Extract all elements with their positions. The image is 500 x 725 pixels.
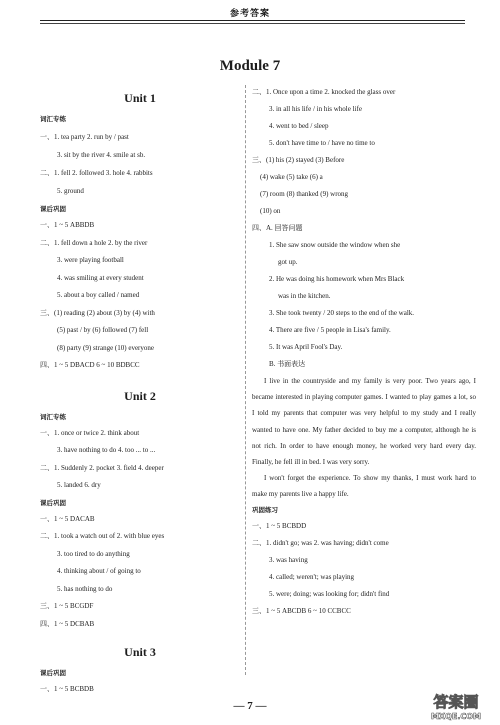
header-rule	[40, 20, 465, 21]
unit3-review-heading: 课后巩固	[40, 669, 66, 677]
consolidation-line: 5. were; doing; was looking for; didn't find	[269, 589, 390, 598]
unit1-review-line: 一、1 ~ 5 ABBDB	[40, 221, 95, 229]
unit1-review-line: 3. were playing football	[57, 256, 124, 264]
unit1-review-line: (8) party (9) strange (10) everyone	[57, 343, 154, 352]
unit2-vocab-line: 一、1. once or twice 2. think about	[40, 428, 140, 437]
consolidation-line: 三、1 ~ 5 ABCDB 6 ~ 10 CCBCC	[252, 606, 351, 615]
part4-heading: 四、A. 回答问题	[252, 224, 303, 232]
unit1-title: Unit 1	[124, 91, 156, 105]
left-column	[40, 58, 240, 698]
part4-line: 5. It was April Fool's Day.	[269, 343, 343, 351]
unit2-title: Unit 2	[124, 388, 156, 403]
unit1-vocab-heading: 词汇专练	[40, 115, 66, 123]
consolidation-line: 4. called; weren't; was playing	[269, 572, 355, 581]
unit2-review-line: 一、1 ~ 5 DACAB	[40, 514, 95, 523]
part2-line: 5. don't have time to / have no time to	[269, 139, 375, 147]
unit2-vocab-line: 二、1. Suddenly 2. pocket 3. field 4. deeper	[40, 463, 164, 472]
unit2-review-line: 三、1 ~ 5 BCGDF	[40, 602, 94, 610]
unit1-review-line: 5. about a boy called / named	[57, 291, 140, 299]
unit1-vocab-line: 一、1. tea party 2. run by / past	[40, 133, 129, 141]
unit2-vocab-line: 3. have nothing to do 4. too ... to ...	[57, 446, 156, 454]
unit1-vocab-line: 5. ground	[57, 187, 84, 195]
unit1-vocab-line: 二、1. fell 2. followed 3. hole 4. rabbits	[40, 169, 153, 177]
part4-line: 4. There are five / 5 people in Lisa's family.	[269, 326, 391, 334]
part4-line: 3. She took twenty / 20 steps to the end of the walk.	[269, 309, 415, 317]
part2-line: 二、1. Once upon a time 2. knocked the glass over	[252, 88, 396, 96]
header-rule-thin	[40, 23, 465, 24]
right-column	[252, 84, 476, 620]
part4-line: 2. He was doing his homework when Mrs Black	[269, 275, 405, 283]
part3-line: (4) wake (5) take (6) a	[260, 173, 323, 181]
writing-heading: B. 书面表达	[269, 360, 306, 368]
watermark-logo	[418, 690, 494, 722]
part2-line: 3. in all his life / in his whole life	[269, 105, 362, 113]
unit2-vocab-line: 5. landed 6. dry	[57, 481, 101, 489]
consolidation-line: 二、1. didn't go; was 2. was having; didn't come	[252, 538, 389, 547]
part3-line: 三、(1) his (2) stayed (3) Before	[252, 156, 345, 164]
part4-line: got up.	[278, 258, 298, 266]
part4-line: 1. She saw snow outside the window when she	[269, 241, 401, 249]
unit2-review-heading: 课后巩固	[40, 498, 66, 507]
consolidation-line: 3. was having	[269, 555, 308, 564]
unit2-review-line: 二、1. took a watch out of 2. with blue eyes	[40, 532, 165, 540]
column-divider	[245, 85, 246, 675]
page-number: — 7 —	[233, 700, 267, 712]
unit2-review-line: 4. thinking about / of going to	[57, 567, 141, 575]
unit2-vocab-heading: 词汇专练	[40, 412, 66, 421]
essay-paragraph-2: I won't forget the experience. To show my thanks, I must work hard to make my parents live a happy life.	[252, 474, 476, 499]
page-header: 参考答案	[229, 9, 270, 19]
part4-line: was in the kitchen.	[278, 292, 331, 300]
unit1-review-line: (5) past / by (6) followed (7) fell	[57, 326, 149, 334]
unit1-review-line: 4. was smiling at every student	[57, 273, 144, 282]
unit2-review-line: 3. too tired to do anything	[57, 549, 130, 558]
part3-line: (10) on	[260, 207, 281, 215]
logo-text: 答案圈	[433, 693, 479, 711]
essay-paragraph-1: I live in the countryside and my family is very poor. Two years ago, I became interested in playing computer games. I wanted to play games a lot, so I told my parents that computer was very helpful to my study and I really wanted to have one. My father decided to buy me a computer, although he is not rich. In order to have enough money, he worked very hard every day. Finally, he fell ill in bed. I was very sorry.	[252, 377, 476, 467]
unit1-review-line: 三、(1) reading (2) about (3) by (4) with	[40, 308, 155, 317]
part3-line: (7) room (8) thanked (9) wrong	[260, 190, 349, 198]
module-title: Module 7	[219, 58, 281, 74]
unit1-review-line: 四、1 ~ 5 DBACD 6 ~ 10 BDBCC	[40, 361, 140, 369]
unit3-review-line: 一、1 ~ 5 BCBDB	[40, 685, 94, 693]
unit1-vocab-line: 3. sit by the river 4. smile at sb.	[57, 151, 146, 159]
logo-url: MXQE.COM	[430, 712, 482, 721]
unit1-review-heading: 课后巩固	[40, 205, 66, 213]
unit1-review-line: 二、1. fell down a hole 2. by the river	[40, 238, 148, 247]
unit2-review-line: 四、1 ~ 5 DCBAB	[40, 619, 95, 628]
unit2-review-line: 5. has nothing to do	[57, 584, 113, 593]
part2-line: 4. went to bed / sleep	[269, 122, 329, 130]
unit3-title: Unit 3	[124, 645, 156, 659]
consolidation-line: 一、1 ~ 5 BCBDD	[252, 521, 307, 530]
consolidation-heading: 巩固练习	[252, 505, 278, 514]
